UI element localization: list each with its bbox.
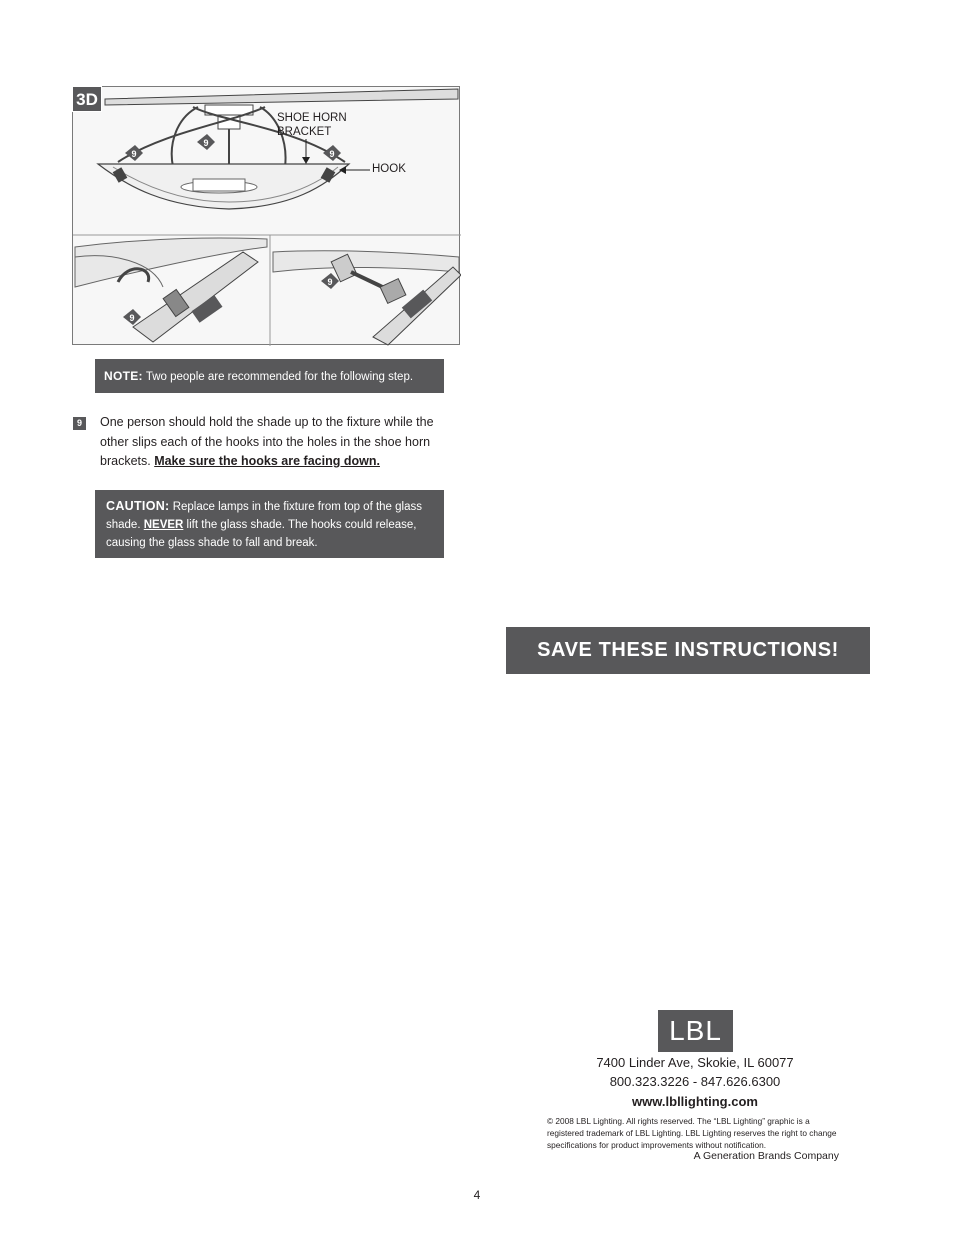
step-instruction-emphasis: Make sure the hooks are facing down. <box>154 454 380 468</box>
page-number: 4 <box>473 1188 481 1202</box>
fixture-illustration <box>73 87 461 346</box>
note-label: NOTE: <box>104 369 143 383</box>
caution-label: CAUTION: <box>106 499 170 513</box>
company-website[interactable]: www.lbllighting.com <box>632 1094 758 1109</box>
svg-text:9: 9 <box>327 277 333 287</box>
copyright-notice: © 2008 LBL Lighting. All rights reserved. The “LBL Lighting” graphic is a registered trademark of LBL Lighting. LBL Lighting reserves the right to change specifications for product improvements without notification. <box>547 1116 837 1150</box>
shoe-horn-label-line1: SHOE HORN <box>277 112 347 124</box>
caution-text-1: Replace lamps in the fixture from top of the glass shade. <box>106 501 422 531</box>
figure-step-label: 3D <box>72 86 102 112</box>
hook-label: HOOK <box>372 163 406 175</box>
save-instructions-banner: SAVE THESE INSTRUCTIONS! <box>506 627 870 674</box>
parent-company: A Generation Brands Company <box>693 1150 839 1162</box>
note-text: Two people are recommended for the following step. <box>142 371 414 383</box>
step-instruction-text: One person should hold the shade up to the fixture while the other slips each of the hooks into the holes in the shoe horn brackets. <box>100 415 434 468</box>
svg-text:9: 9 <box>329 149 335 159</box>
caution-never: NEVER <box>143 519 184 531</box>
step-number-badge: 9 <box>73 417 86 430</box>
lbl-logo: LBL <box>658 1010 733 1052</box>
company-phones: 800.323.3226 - 847.626.6300 <box>609 1074 781 1089</box>
company-address: 7400 Linder Ave, Skokie, IL 60077 <box>596 1055 794 1070</box>
shoe-horn-label-line2: BRACKET <box>277 126 332 138</box>
svg-text:9: 9 <box>203 138 209 148</box>
note-box <box>95 359 444 393</box>
caution-text-2: lift the glass shade. The hooks could release, causing the glass shade to fall and break. <box>106 519 417 549</box>
caution-box <box>95 490 444 558</box>
installation-figure <box>72 86 460 345</box>
svg-text:9: 9 <box>129 313 135 323</box>
step-instruction <box>100 413 460 472</box>
svg-text:9: 9 <box>131 149 137 159</box>
